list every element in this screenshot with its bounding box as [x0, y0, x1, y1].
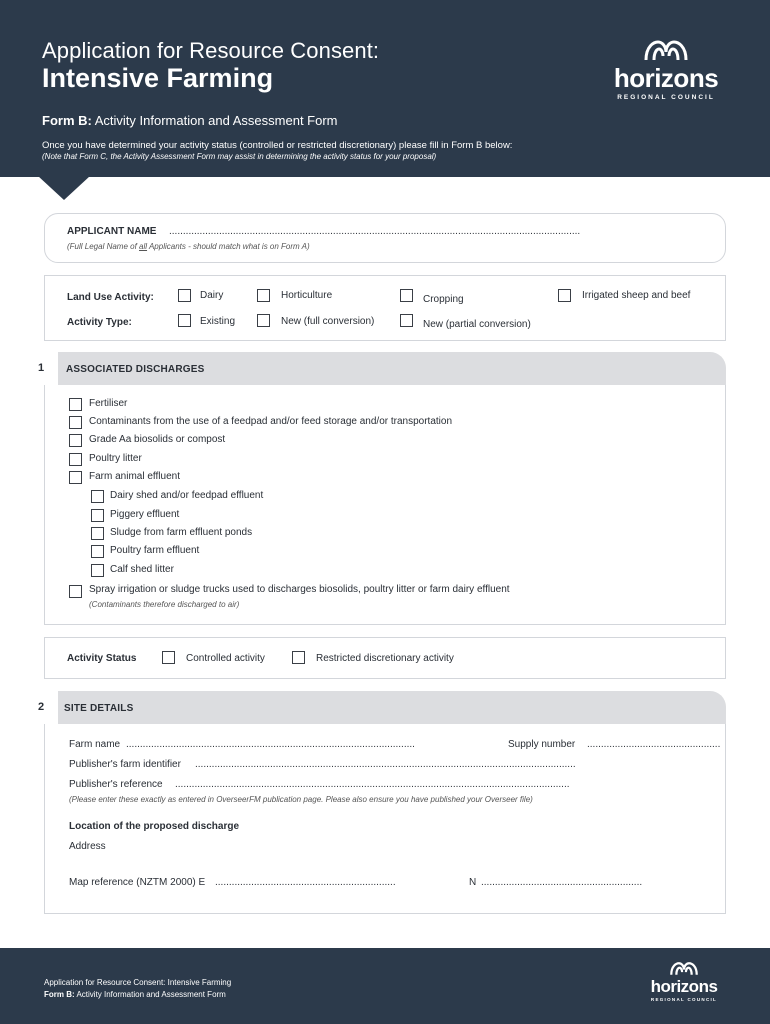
map-reference-east-field[interactable]: .................................................................: [215, 877, 396, 888]
applicant-name-box: [44, 213, 726, 263]
header-notch: [38, 176, 90, 200]
dairy-label: Dairy: [200, 290, 224, 301]
cropping-checkbox[interactable]: [400, 289, 413, 302]
new-partial-conversion-checkbox[interactable]: [400, 314, 413, 327]
new-full-conversion-checkbox[interactable]: [257, 314, 270, 327]
farm-name-field[interactable]: ........................................................................................................: [126, 739, 415, 750]
horizons-logo: [604, 40, 728, 101]
activity-status-label: Activity Status: [67, 653, 137, 664]
poultry-litter-checkbox[interactable]: [69, 453, 82, 466]
logo-sub: REGIONAL COUNCIL: [617, 94, 715, 101]
controlled-activity-checkbox[interactable]: [162, 651, 175, 664]
section2-header: [30, 691, 726, 724]
overseer-note: (Please enter these exactly as entered in OverseerFM publication page. Please also ensure you have published your Overseer file): [69, 795, 533, 804]
horizons-footer-logo: [642, 962, 726, 1002]
fertiliser-label: Fertiliser: [89, 398, 128, 409]
poultry-farm-effluent-label: Poultry farm effluent: [110, 545, 200, 556]
feedpad-contaminants-label: Contaminants from the use of a feedpad and/or feed storage and/or transportation: [89, 416, 453, 427]
spray-irrigation-checkbox[interactable]: [69, 585, 82, 598]
sludge-ponds-label: Sludge from farm effluent ponds: [110, 527, 253, 538]
applicant-name-hint: (Full Legal Name of all Applicants - should match what is on Form A): [67, 242, 310, 251]
horizons-logo-icon: [643, 40, 689, 62]
section2-number: 2: [28, 691, 58, 724]
location-heading: Location of the proposed discharge: [69, 821, 240, 832]
land-use-box: [44, 275, 726, 341]
applicant-name-label: APPLICANT NAME: [67, 226, 157, 237]
logo-word: horizons: [613, 63, 719, 93]
title-line2: Intensive Farming: [42, 63, 274, 93]
horticulture-label: Horticulture: [281, 290, 333, 301]
sludge-ponds-checkbox[interactable]: [91, 527, 104, 540]
supply-number-field[interactable]: ................................................: [587, 739, 721, 750]
section2-title: SITE DETAILS: [64, 703, 134, 714]
site-details-box: [44, 724, 726, 914]
existing-checkbox[interactable]: [178, 314, 191, 327]
publisher-farm-id-field[interactable]: .........................................................................................................................................: [195, 759, 576, 770]
publisher-reference-field[interactable]: ..............................................................................................................................................: [175, 779, 570, 790]
new-full-conversion-label: New (full conversion): [281, 316, 375, 327]
poultry-litter-label: Poultry litter: [89, 453, 142, 464]
page-header: [0, 0, 770, 177]
activity-type-label: Activity Type:: [67, 317, 132, 328]
spray-irrigation-label: Spray irrigation or sludge trucks used to discharges biosolids, poultry litter or farm dairy effluent: [89, 584, 510, 595]
north-label: N: [469, 877, 477, 888]
form-label: Form B:: [42, 113, 92, 128]
instructions: Once you have determined your activity status (controlled or restricted discretionary) please fill in Form B below:: [42, 140, 513, 151]
form-title: [42, 113, 338, 128]
biosolids-label: Grade Aa biosolids or compost: [89, 434, 226, 445]
associated-discharges-box: [44, 385, 726, 625]
new-partial-conversion-label: New (partial conversion): [423, 319, 531, 330]
applicant-name-field[interactable]: ....................................................................................................................................................: [169, 226, 581, 237]
activity-status-box: [44, 637, 726, 679]
section1-number: 1: [28, 352, 58, 385]
land-use-label: Land Use Activity:: [67, 292, 154, 303]
irrigated-sheep-beef-label: Irrigated sheep and beef: [582, 290, 691, 301]
farm-animal-effluent-checkbox[interactable]: [69, 471, 82, 484]
dairy-shed-effluent-label: Dairy shed and/or feedpad effluent: [110, 490, 264, 501]
piggery-effluent-label: Piggery effluent: [110, 509, 180, 520]
calf-shed-litter-checkbox[interactable]: [91, 564, 104, 577]
fertiliser-checkbox[interactable]: [69, 398, 82, 411]
dairy-checkbox[interactable]: [178, 289, 191, 302]
horizons-footer-logo-icon: [669, 962, 699, 976]
map-reference-north-field[interactable]: ..........................................................: [481, 877, 643, 888]
controlled-activity-label: Controlled activity: [186, 653, 265, 664]
publisher-reference-label: Publisher's reference: [69, 779, 163, 790]
calf-shed-litter-label: Calf shed litter: [110, 564, 174, 575]
horticulture-checkbox[interactable]: [257, 289, 270, 302]
supply-number-label: Supply number: [508, 739, 576, 750]
footer-line1: Application for Resource Consent: Intensive Farming: [44, 978, 232, 987]
farm-animal-effluent-label: Farm animal effluent: [89, 471, 180, 482]
dairy-shed-effluent-checkbox[interactable]: [91, 490, 104, 503]
instructions-note: (Note that Form C, the Activity Assessment Form may assist in determining the activity status for your proposal): [42, 152, 437, 161]
restricted-discretionary-checkbox[interactable]: [292, 651, 305, 664]
biosolids-checkbox[interactable]: [69, 434, 82, 447]
existing-label: Existing: [200, 316, 236, 327]
map-reference-label: Map reference (NZTM 2000) E: [69, 877, 206, 888]
cropping-label: Cropping: [423, 294, 464, 305]
poultry-farm-effluent-checkbox[interactable]: [91, 545, 104, 558]
title-line1: Application for Resource Consent:: [42, 38, 380, 63]
spray-irrigation-note: (Contaminants therefore discharged to air): [89, 600, 240, 609]
footer-logo-sub: REGIONAL COUNCIL: [650, 997, 718, 1002]
restricted-discretionary-label: Restricted discretionary activity: [316, 653, 454, 664]
feedpad-contaminants-checkbox[interactable]: [69, 416, 82, 429]
footer-line2: Form B: Activity Information and Assessment Form: [44, 990, 226, 999]
farm-name-label: Farm name: [69, 739, 121, 750]
piggery-effluent-checkbox[interactable]: [91, 509, 104, 522]
footer-logo-word: horizons: [650, 977, 718, 996]
form-title-text: Activity Information and Assessment Form: [94, 113, 338, 128]
publisher-farm-id-label: Publisher's farm identifier: [69, 759, 181, 770]
irrigated-sheep-beef-checkbox[interactable]: [558, 289, 571, 302]
address-label: Address: [69, 841, 106, 852]
section1-title: ASSOCIATED DISCHARGES: [66, 364, 205, 375]
